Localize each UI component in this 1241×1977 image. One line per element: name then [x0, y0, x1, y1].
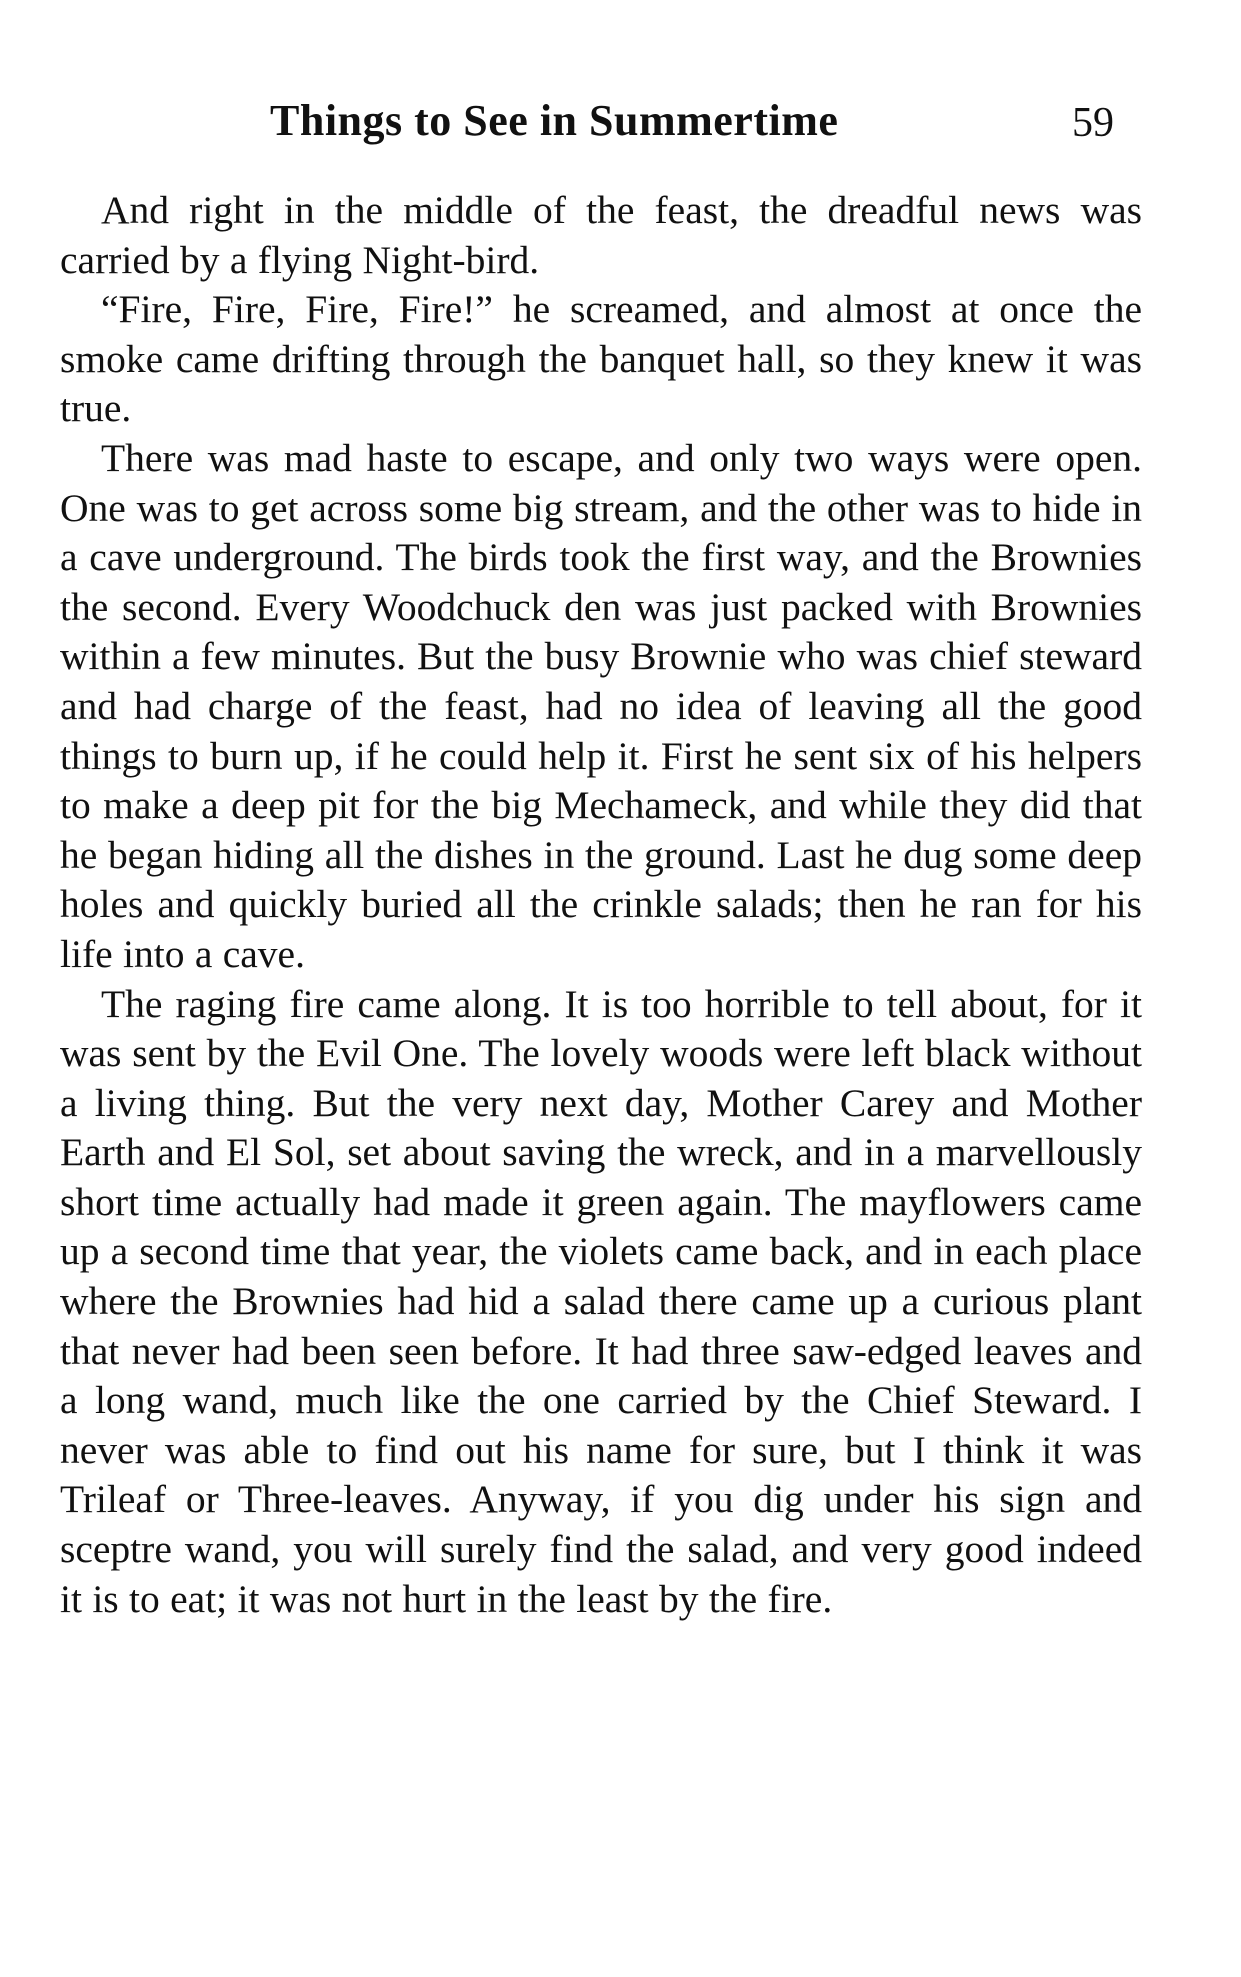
running-title: Things to See in Summertime	[270, 96, 839, 145]
running-head	[60, 95, 1160, 155]
paragraph-fire-scream: “Fire, Fire, Fire, Fire!” he screamed, and almost at once the smoke came drifting through the banquet hall, so they knew it was true.	[60, 287, 1142, 431]
body-text	[60, 186, 1142, 1624]
paragraph-escape: There was mad haste to escape, and only two ways were open. One was to get across some big stream, and the other was to hide in a cave underground. The birds took the first way, and the Brownies the second. Every Woodchuck den was just packed with Brownies within a few minutes. But the busy Brownie who was chief steward and had charge of the feast, had no idea of leaving all the good things to burn up, if he could help it. First he sent six of his helpers to make a deep pit for the big Mechameck, and while they did that he began hiding all the dishes in the ground. Last he dug some deep holes and quickly buried all the crinkle salads; then he ran for his life into a cave.	[60, 435, 1142, 976]
paragraph-raging-fire: The raging fire came along. It is too horrible to tell about, for it was sent by the Evil One. The lovely woods were left black without a living thing. But the very next day, Mother Carey and Mother Earth and El Sol, set about saving the wreck, and in a marvellously short time actually had made it green again. The mayflowers came up a second time that year, the violets came back, and in each place where the Brownies had hid a salad there came up a curious plant that never had been seen before. It had three saw-edged leaves and a long wand, much like the one carried by the Chief Steward. I never was able to find out his name for sure, but I think it was Trileaf or Three-leaves. Anyway, if you dig under his sign and sceptre wand, you will surely find the salad, and very good indeed it is to eat; it was not hurt in the least by the fire.	[60, 981, 1142, 1621]
paragraph-feast-news: And right in the middle of the feast, the dreadful news was carried by a flying Night-bird.	[60, 188, 1142, 282]
page-number: 59	[1072, 100, 1114, 146]
